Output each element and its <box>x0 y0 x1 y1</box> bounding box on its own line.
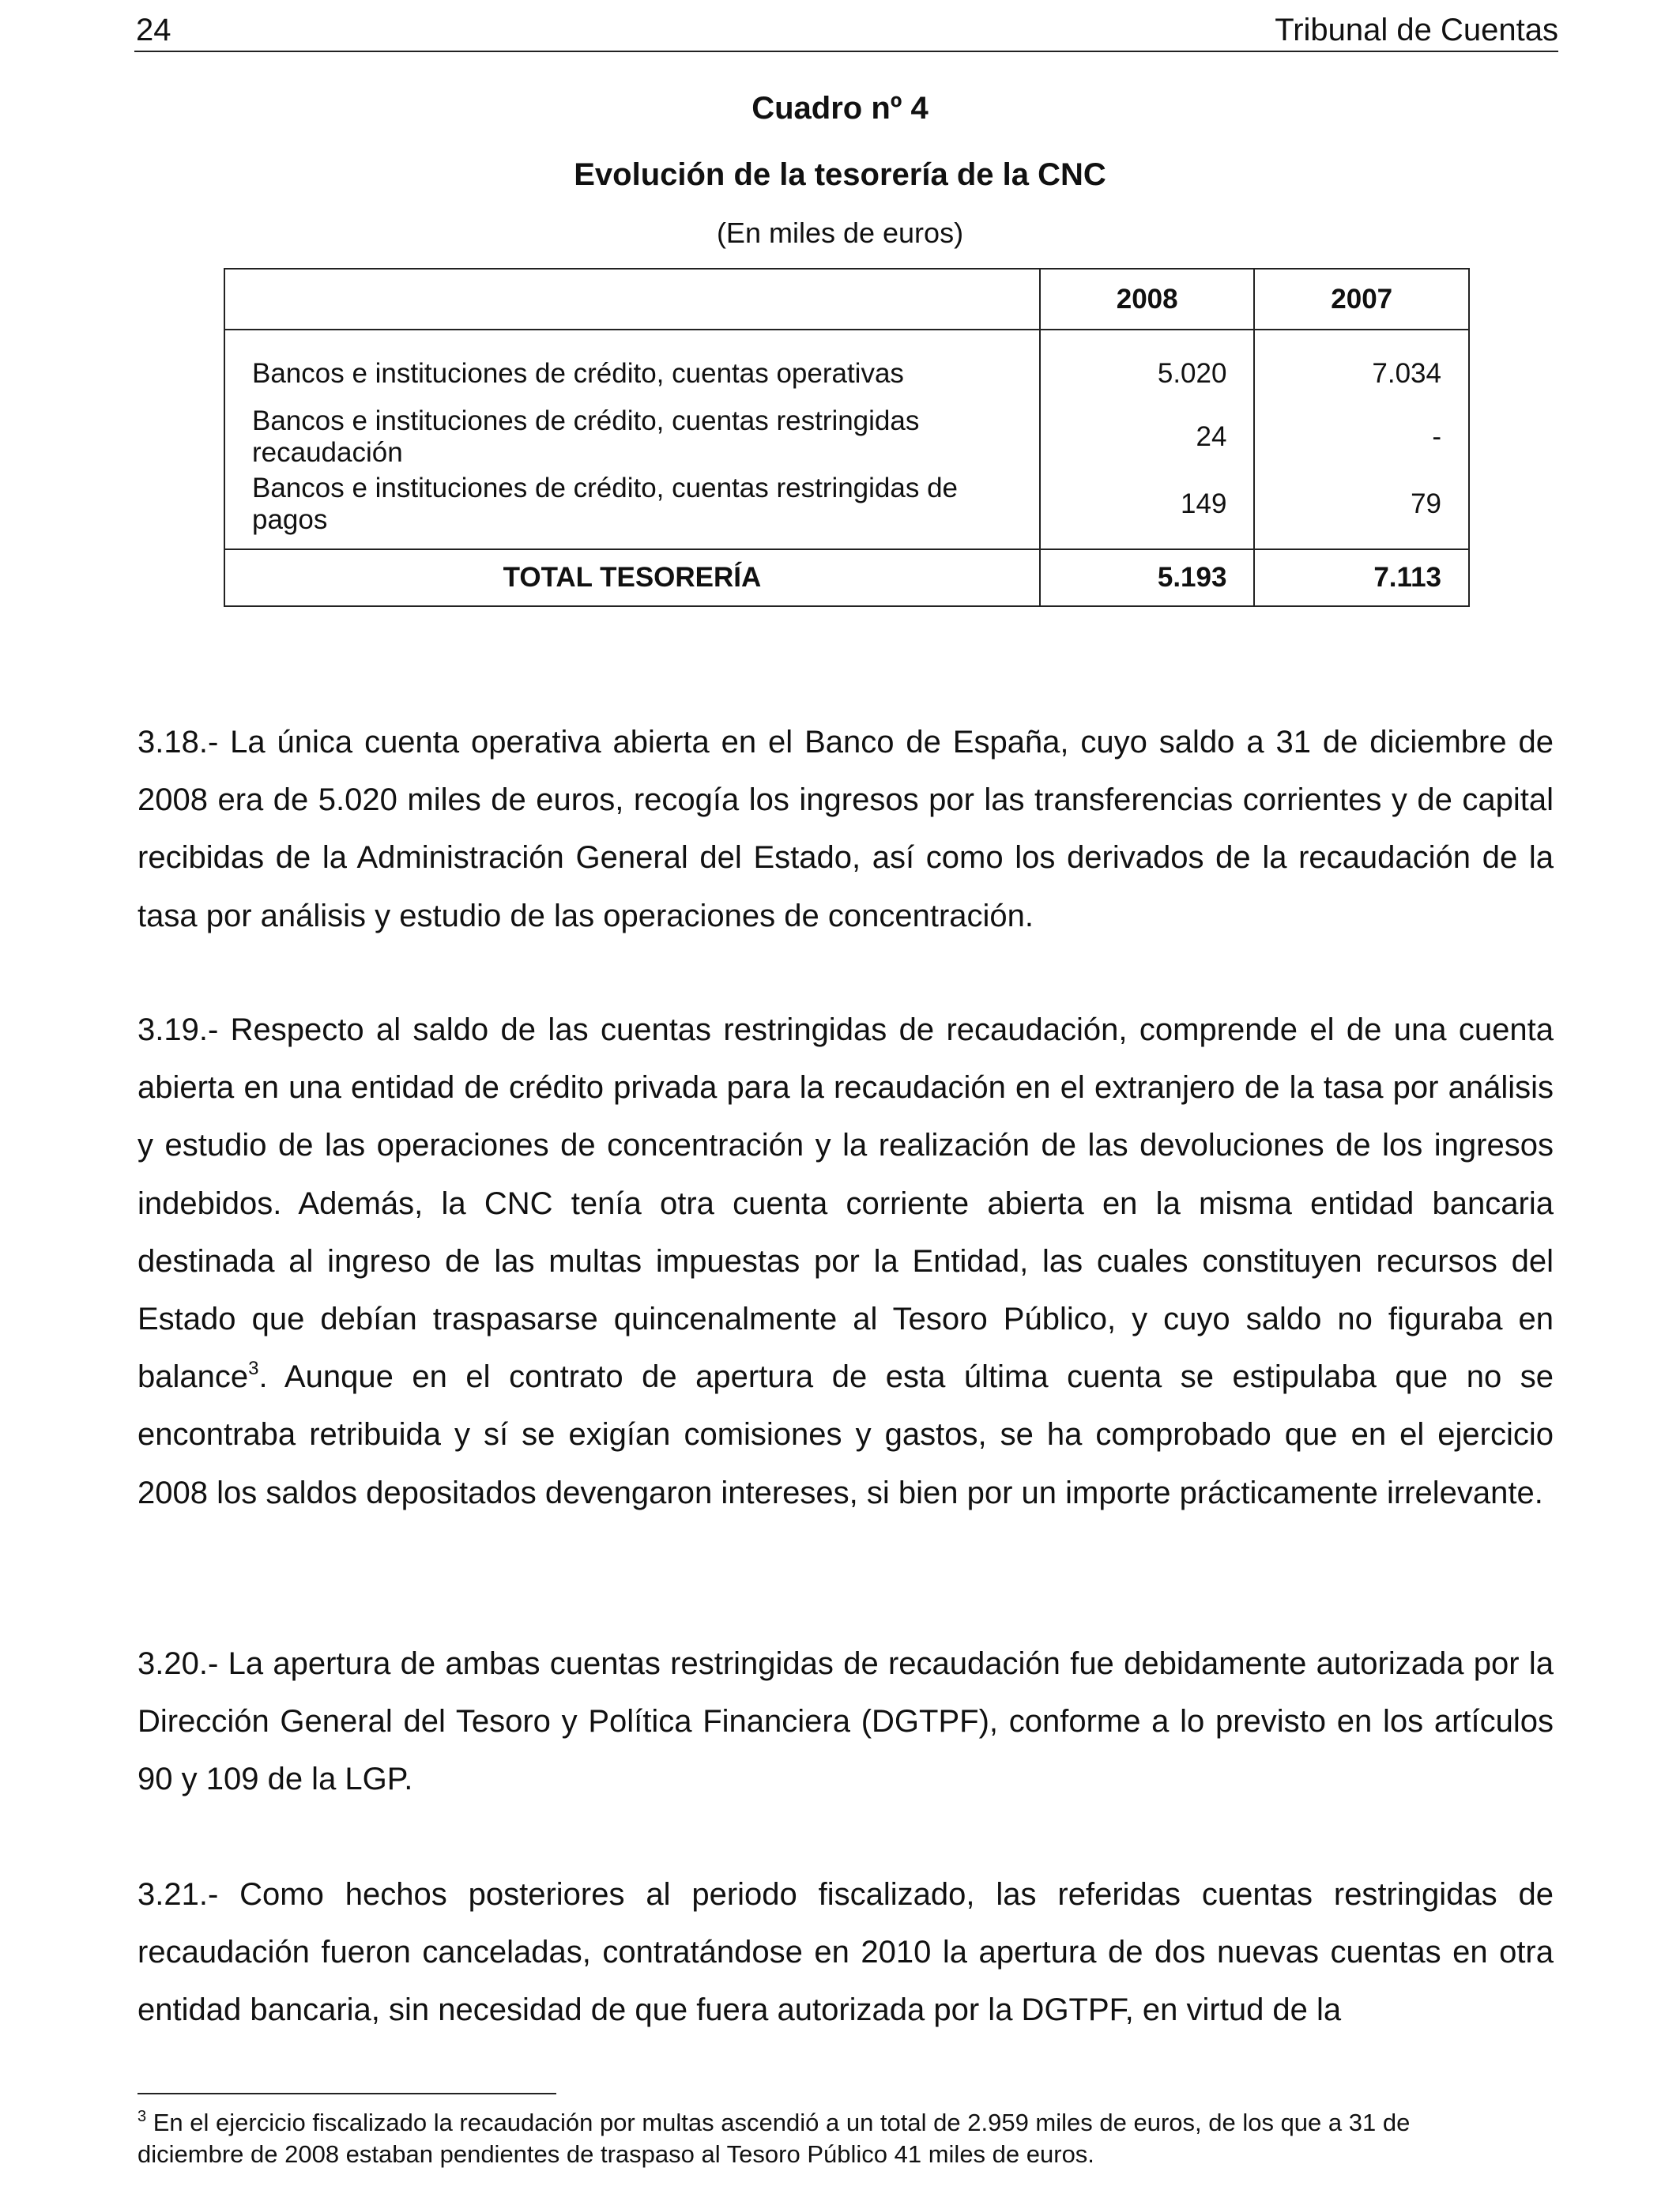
paragraph-3-18: 3.18.- La única cuenta operativa abierta en el Banco de España, cuyo saldo a 31 de diciembre de 2008 era de 5.020 miles de euros, recogía los ingresos por las transferencias corrientes y de capital recibidas de la Administración General del Estado, así como los derivados de la recaudación de la tasa por análisis y estudio de las operaciones de concentración. <box>137 725 1554 933</box>
table-title: Evolución de la tesorería de la CNC <box>574 157 1106 192</box>
paragraph-3-19 <box>137 1001 1554 1522</box>
footnote-marker: 3 <box>137 2108 147 2125</box>
treasury-table <box>224 268 1470 607</box>
table-units: (En miles de euros) <box>716 217 964 249</box>
paragraph-3-20: 3.20.- La apertura de ambas cuentas restringidas de recaudación fue debidamente autorizada por la Dirección General del Tesoro y Política Financiera (DGTPF), conforme a lo previsto en los artículos 90 y 109 de la LGP. <box>137 1646 1554 1797</box>
row-value-2008: 24 <box>1040 401 1255 473</box>
footnote <box>137 2107 1465 2170</box>
table-header-row <box>224 269 1469 330</box>
paragraph-3-19-continuation: . Aunque en el contrato de apertura de esta última cuenta se estipulaba que no se encontraba retribuida y sí se exigían comisiones y gastos, se ha comprobado que en el ejercicio 2008 los saldos depositados devengaron intereses, si bien por un importe prácticamente irrelevante. <box>137 1359 1554 1510</box>
row-value-2007: - <box>1254 401 1469 473</box>
row-concept: Bancos e instituciones de crédito, cuentas restringidas recaudación <box>224 401 1040 473</box>
total-value-2007: 7.113 <box>1254 549 1469 606</box>
total-value-2008: 5.193 <box>1040 549 1255 606</box>
footnote-text: En el ejercicio fiscalizado la recaudación por multas ascendió a un total de 2.959 miles de euros, de los que a 31 de diciembre de 2008 estaban pendientes de traspaso al Tesoro Público 41 miles de euros. <box>137 2109 1411 2168</box>
paragraph-3-19-text: 3.19.- Respecto al saldo de las cuentas restringidas de recaudación, comprende el de una cuenta abierta en una entidad de crédito privada para la recaudación en el extranjero de la tasa por análisis y estudio de las operaciones de concentración y la realización de las devoluciones de los ingresos indebidos. Además, la CNC tenía otra cuenta corriente abierta en la misma entidad bancaria destinada al ingreso de las multas impuestas por la Entidad, las cuales constituyen recursos del Estado que debían traspasarse quincenalmente al Tesoro Público, y cuyo saldo no figuraba en balance <box>137 1012 1554 1395</box>
column-header-concept <box>224 269 1040 330</box>
table-total-row <box>224 549 1469 606</box>
row-concept: Bancos e instituciones de crédito, cuentas operativas <box>224 330 1040 401</box>
page-number: 24 <box>136 13 171 47</box>
row-value-2007: 79 <box>1254 473 1469 549</box>
table-row <box>224 401 1469 473</box>
paragraph-3-21: 3.21.- Como hechos posteriores al periodo fiscalizado, las referidas cuentas restringidas de recaudación fueron canceladas, contratándose en 2010 la apertura de dos nuevas cuentas en otra entidad bancaria, sin necesidad de que fuera autorizada por la DGTPF, en virtud de la <box>137 1877 1554 2028</box>
row-value-2007: 7.034 <box>1254 330 1469 401</box>
running-title: Tribunal de Cuentas <box>1275 13 1558 47</box>
table-row <box>224 473 1469 549</box>
column-header-2008: 2008 <box>1040 269 1255 330</box>
footnote-reference: 3 <box>248 1358 259 1380</box>
row-value-2008: 5.020 <box>1040 330 1255 401</box>
page-header <box>134 11 1558 52</box>
table-row <box>224 330 1469 401</box>
column-header-2007: 2007 <box>1254 269 1469 330</box>
row-value-2008: 149 <box>1040 473 1255 549</box>
total-label: TOTAL TESORERÍA <box>224 549 1040 606</box>
table-number: Cuadro nº 4 <box>751 91 929 126</box>
row-concept: Bancos e instituciones de crédito, cuentas restringidas de pagos <box>224 473 1040 549</box>
footnote-separator <box>137 2093 556 2094</box>
